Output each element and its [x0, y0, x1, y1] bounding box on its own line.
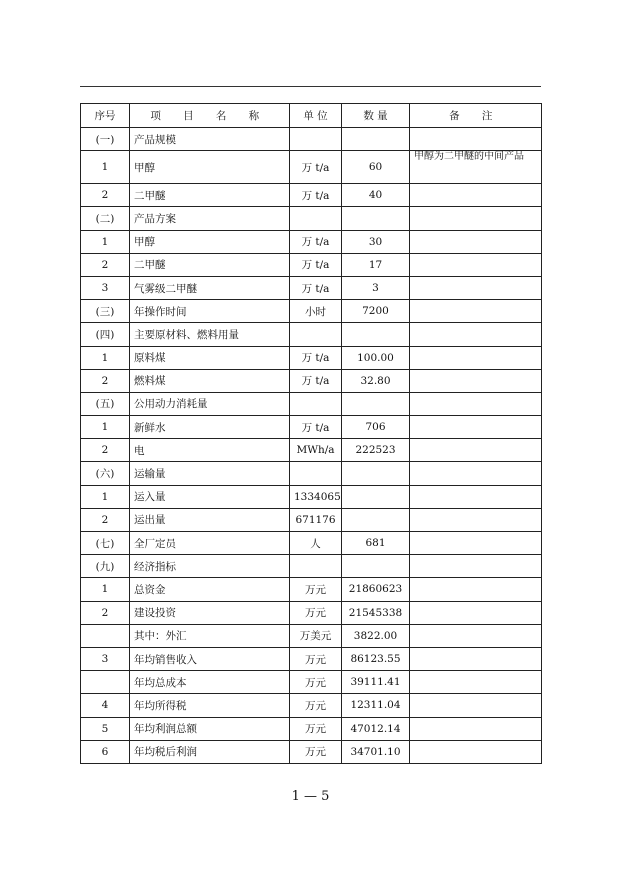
cell-seq: 2	[81, 253, 130, 276]
cell-item-name: 运出量	[130, 508, 290, 531]
cell-item-name: 建设投资	[130, 601, 290, 624]
cell-remarks	[410, 128, 542, 151]
cell-seq	[81, 624, 130, 647]
table-row	[81, 369, 542, 392]
cell-quantity: 21545338	[342, 601, 410, 624]
table-row	[81, 647, 542, 670]
cell-unit: 万 t/a	[290, 346, 342, 369]
cell-quantity: 100.00	[342, 346, 410, 369]
cell-item-name: 产品方案	[130, 207, 290, 230]
cell-remarks	[410, 532, 542, 555]
cell-unit	[290, 207, 342, 230]
cell-unit: 万元	[290, 578, 342, 601]
cell-seq: 2	[81, 184, 130, 207]
cell-seq: 2	[81, 601, 130, 624]
table-row	[81, 230, 542, 253]
cell-seq: (一)	[81, 128, 130, 151]
cell-item-name: 年均所得税	[130, 694, 290, 717]
cell-remarks	[410, 624, 542, 647]
cell-seq: 2	[81, 369, 130, 392]
cell-unit: 1334065	[290, 485, 342, 508]
cell-item-name: 年操作时间	[130, 300, 290, 323]
cell-unit	[290, 392, 342, 415]
cell-seq: (九)	[81, 555, 130, 578]
header-item-name: 项 目 名 称	[130, 104, 290, 128]
cell-remarks	[410, 323, 542, 346]
cell-item-name: 经济指标	[130, 555, 290, 578]
cell-item-name: 年均总成本	[130, 671, 290, 694]
table-body	[81, 128, 542, 764]
header-remarks: 备 注	[410, 104, 542, 128]
cell-remarks	[410, 601, 542, 624]
table-row	[81, 276, 542, 299]
cell-seq: (四)	[81, 323, 130, 346]
cell-remarks	[410, 392, 542, 415]
cell-seq: (三)	[81, 300, 130, 323]
cell-quantity: 32.80	[342, 369, 410, 392]
cell-item-name: 新鲜水	[130, 416, 290, 439]
cell-quantity: 39111.41	[342, 671, 410, 694]
cell-unit: 万 t/a	[290, 253, 342, 276]
cell-seq: 3	[81, 647, 130, 670]
cell-item-name: 二甲醚	[130, 184, 290, 207]
cell-remarks	[410, 439, 542, 462]
header-unit: 单 位	[290, 104, 342, 128]
cell-quantity	[342, 207, 410, 230]
page-number: 1 — 5	[291, 789, 330, 804]
cell-quantity	[342, 508, 410, 531]
table-row	[81, 578, 542, 601]
cell-item-name: 运入量	[130, 485, 290, 508]
cell-item-name: 原料煤	[130, 346, 290, 369]
cell-remarks	[410, 184, 542, 207]
cell-item-name: 其中：外汇	[130, 624, 290, 647]
cell-item-name: 甲醇	[130, 151, 290, 184]
table-row	[81, 601, 542, 624]
cell-remarks	[410, 346, 542, 369]
cell-remarks	[410, 253, 542, 276]
table-row	[81, 128, 542, 151]
cell-seq: (六)	[81, 462, 130, 485]
table-row	[81, 253, 542, 276]
cell-item-name: 年均税后利润	[130, 740, 290, 763]
cell-item-name: 产品规模	[130, 128, 290, 151]
cell-seq: 6	[81, 740, 130, 763]
table-row	[81, 462, 542, 485]
cell-seq: 1	[81, 151, 130, 184]
cell-seq: 1	[81, 578, 130, 601]
cell-remarks	[410, 694, 542, 717]
cell-seq: (二)	[81, 207, 130, 230]
cell-unit: 万美元	[290, 624, 342, 647]
cell-seq: 2	[81, 508, 130, 531]
table-row	[81, 323, 542, 346]
cell-remarks	[410, 416, 542, 439]
table-row	[81, 416, 542, 439]
cell-unit: 671176	[290, 508, 342, 531]
table-row	[81, 740, 542, 763]
cell-quantity: 3	[342, 276, 410, 299]
cell-quantity: 34701.10	[342, 740, 410, 763]
cell-quantity: 3822.00	[342, 624, 410, 647]
cell-item-name: 运输量	[130, 462, 290, 485]
cell-seq: 1	[81, 485, 130, 508]
cell-quantity	[342, 392, 410, 415]
cell-seq: 1	[81, 416, 130, 439]
cell-quantity: 7200	[342, 300, 410, 323]
cell-item-name: 总资金	[130, 578, 290, 601]
cell-quantity	[342, 555, 410, 578]
cell-quantity: 60	[342, 151, 410, 184]
cell-quantity: 681	[342, 532, 410, 555]
cell-unit	[290, 462, 342, 485]
table-row	[81, 207, 542, 230]
cell-unit: 万 t/a	[290, 184, 342, 207]
table-row	[81, 485, 542, 508]
cell-remarks	[410, 717, 542, 740]
cell-quantity: 30	[342, 230, 410, 253]
cell-remarks	[410, 300, 542, 323]
cell-quantity: 706	[342, 416, 410, 439]
table-row	[81, 555, 542, 578]
cell-item-name: 年均利润总额	[130, 717, 290, 740]
cell-unit	[290, 128, 342, 151]
table-row	[81, 671, 542, 694]
cell-seq	[81, 671, 130, 694]
cell-quantity: 21860623	[342, 578, 410, 601]
cell-unit: 万 t/a	[290, 416, 342, 439]
cell-remarks	[410, 230, 542, 253]
cell-remarks	[410, 647, 542, 670]
cell-quantity: 222523	[342, 439, 410, 462]
cell-item-name: 气雾级二甲醚	[130, 276, 290, 299]
table-row	[81, 532, 542, 555]
cell-item-name: 主要原材料、燃料用量	[130, 323, 290, 346]
cell-remarks	[410, 485, 542, 508]
cell-seq: 2	[81, 439, 130, 462]
table-row	[81, 184, 542, 207]
header-seq: 序号	[81, 104, 130, 128]
cell-item-name: 全厂定员	[130, 532, 290, 555]
cell-unit: 万元	[290, 694, 342, 717]
table-row	[81, 508, 542, 531]
cell-remarks	[410, 671, 542, 694]
cell-unit: 万 t/a	[290, 230, 342, 253]
cell-remarks	[410, 462, 542, 485]
cell-quantity	[342, 462, 410, 485]
cell-unit: 万元	[290, 671, 342, 694]
cell-item-name: 电	[130, 439, 290, 462]
table-row	[81, 717, 542, 740]
cell-seq: 4	[81, 694, 130, 717]
cell-unit	[290, 555, 342, 578]
cell-remarks	[410, 555, 542, 578]
cell-quantity	[342, 323, 410, 346]
table-row	[81, 694, 542, 717]
cell-remarks	[410, 276, 542, 299]
cell-quantity: 17	[342, 253, 410, 276]
cell-unit: 万 t/a	[290, 369, 342, 392]
cell-unit: 万 t/a	[290, 151, 342, 184]
cell-item-name: 甲醇	[130, 230, 290, 253]
cell-remarks	[410, 369, 542, 392]
cell-seq: (七)	[81, 532, 130, 555]
cell-remarks	[410, 508, 542, 531]
cell-item-name: 年均销售收入	[130, 647, 290, 670]
table-row	[81, 439, 542, 462]
cell-unit: 万元	[290, 740, 342, 763]
cell-seq: 1	[81, 230, 130, 253]
cell-quantity: 47012.14	[342, 717, 410, 740]
cell-unit: 万元	[290, 647, 342, 670]
cell-item-name: 公用动力消耗量	[130, 392, 290, 415]
cell-unit: 万元	[290, 717, 342, 740]
cell-unit: MWh/a	[290, 439, 342, 462]
cell-unit: 万元	[290, 601, 342, 624]
table-row	[81, 624, 542, 647]
header-rule	[80, 86, 541, 87]
table-row	[81, 300, 542, 323]
cell-quantity	[342, 128, 410, 151]
cell-unit: 小时	[290, 300, 342, 323]
cell-seq: 1	[81, 346, 130, 369]
header-quantity: 数 量	[342, 104, 410, 128]
cell-unit: 万 t/a	[290, 276, 342, 299]
table-row	[81, 151, 542, 184]
cell-quantity: 86123.55	[342, 647, 410, 670]
cell-quantity: 12311.04	[342, 694, 410, 717]
cell-item-name: 燃料煤	[130, 369, 290, 392]
cell-remarks: 甲醇为二甲醚的中间产品	[410, 151, 542, 184]
cell-unit	[290, 323, 342, 346]
cell-quantity	[342, 485, 410, 508]
cell-seq: 3	[81, 276, 130, 299]
cell-unit: 人	[290, 532, 342, 555]
cell-item-name: 二甲醚	[130, 253, 290, 276]
specification-table	[80, 103, 542, 764]
table-header-row	[81, 104, 542, 128]
table-row	[81, 346, 542, 369]
cell-seq: (五)	[81, 392, 130, 415]
table-row	[81, 392, 542, 415]
cell-quantity: 40	[342, 184, 410, 207]
cell-seq: 5	[81, 717, 130, 740]
cell-remarks	[410, 207, 542, 230]
cell-remarks	[410, 578, 542, 601]
cell-remarks	[410, 740, 542, 763]
